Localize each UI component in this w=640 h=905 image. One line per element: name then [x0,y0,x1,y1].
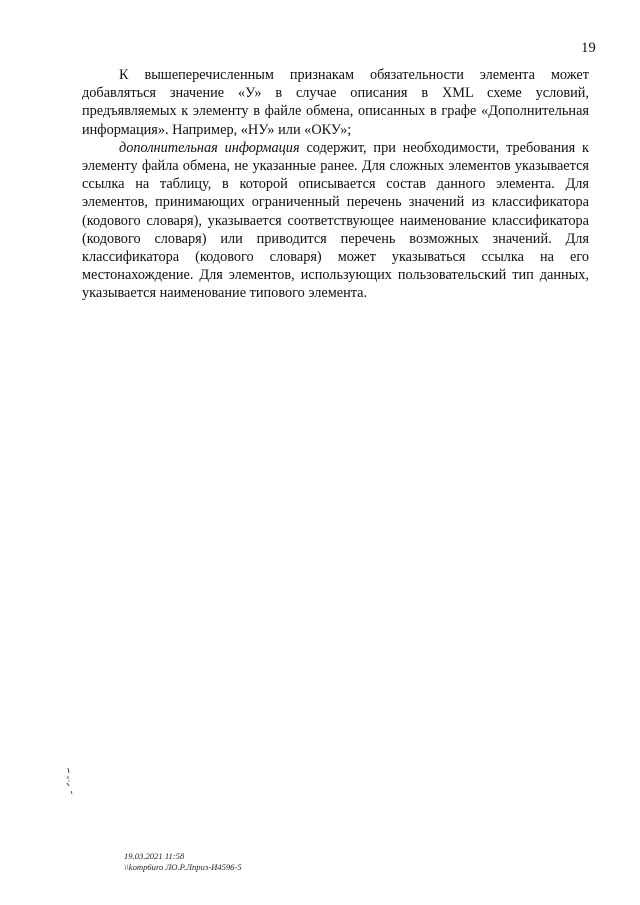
additional-info-description: содержит, при необходимости, требования к элементу файла обмена, не указанные ранее. Для сложных элементов указывается ссылка на таблицу, в которой описывается состав данного элемента. Для элементов, принимающих ограниченный перечень значений из классификатора (кодового словаря), указывается соответствующее наименование классификатора (кодового словаря) или приводится перечень возможных значений. Для классификатора (кодового словаря) может указываться ссылка на его местонахождение. Для элементов, использующих пользовательский тип данных, указывается наименование типового элемента. [82,139,589,302]
body-text [82,66,589,303]
margin-scan-marks [64,767,80,803]
footer-date-time: 19.03.2021 11:58 [124,851,185,861]
page-number: 19 [581,40,596,56]
term-additional-info: дополнительная информация [119,139,300,156]
footer-file-path: \\komp6uro ЛО.Р.Лприз-И4596-5 [124,861,242,872]
paragraph-additional-info [82,139,589,303]
paragraph-obligation-marker: К вышеперечисленным признакам обязательности элемента может добавляться значение «У» в случае описания в XML схеме условий, предъявляемых к элементу в файле обмена, описанных в графе «Дополнительная информация». Например, «НУ» или «ОКУ»; [82,67,589,138]
document-footer [124,851,242,872]
